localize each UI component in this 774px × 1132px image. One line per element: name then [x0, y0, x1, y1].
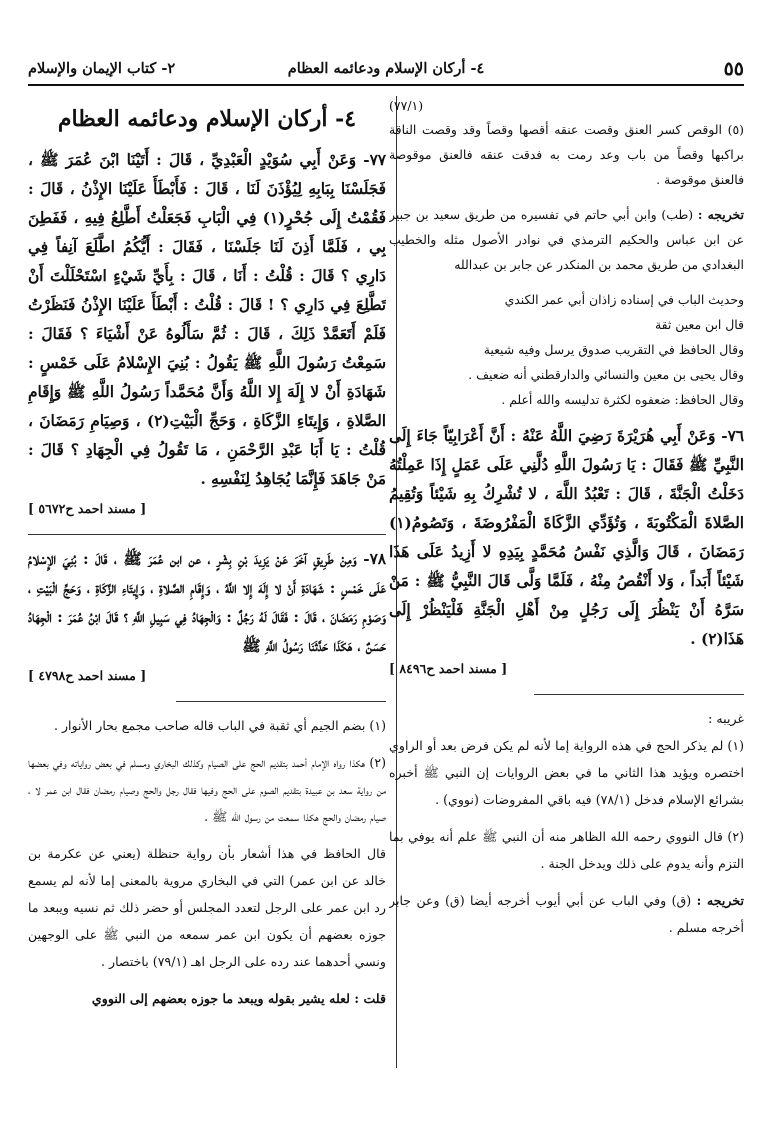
hadith-76-reference: [ مسند احمد ح٨٤٩٦ ] — [389, 661, 508, 676]
takhrij-2 — [389, 887, 744, 941]
hadith-77-reference: [ مسند احمد ح٥٦٧٢ ] — [28, 501, 147, 516]
footnote-5: (٥) الوقص كسر العنق وقصت عنقه أقصها وقصاً وقد وقصت الناقة براكبها وقصاً من باب وعد رمت به فدقت عنقه فالعنق موقوصة فالعنق موقوصة . — [389, 122, 744, 187]
note-line: قال ابن معين ثقة — [655, 317, 744, 332]
hadith-separator — [28, 534, 386, 535]
takhrij-1 — [389, 202, 744, 277]
note-4: قلت : لعله يشير بقوله ويبعد ما جوزه بعضهم إلى النووي — [91, 991, 386, 1006]
hadith-78: ٧٨- وَمِنْ طَرِيقٍ آخَرَ عَنْ يَزِيدَ بْنِ بِشْرٍ ، عن ابن عُمَرَ ﷺ ، قَالَ : بُنِيَ الإِسْلامُ عَلَى خَمْسٍ : شَهَادَةِ أَنْ لا إِلَهَ إِلا اللَّهُ ، وَإِقَامِ الصَّلاةِ ، وَإِيتَاءِ الزَّكَاةِ ، وَحَجِّ الْبَيْتِ ، وَصَوْمِ رَمَضَانَ ، قَالَ : فَقَالَ لَهُ رَجُلٌ : وَالْجِهَادُ فِي سَبِيلِ اللَّهِ ؟ قَالَ ابْنُ عُمَرَ : الْجِهَادُ حَسَنٌ ، هَكَذَا حَدَّثَنَا رَسُولُ اللَّهِ ﷺ — [28, 550, 386, 655]
left-column — [28, 98, 386, 1012]
gharib-heading: غريبه : — [708, 711, 744, 726]
note-1: (١) بضم الجيم أي ثقبة في الباب قاله صاحب مجمع بحار الأنوار . — [53, 718, 386, 733]
takhrij-label: تخريجه : — [696, 893, 744, 908]
hadith-76: ٧٦- وَعَنْ أَبِي هُرَيْرَةَ رَضِيَ اللَّهُ عَنْهُ : أَنَّ أَعْرَابِيّاً جَاءَ إِلَى النَّبِيِّ ﷺ فَقَالَ : يَا رَسُولَ اللَّهِ دُلَّنِي عَلَى عَمَلٍ إِذَا عَمِلْتُهُ دَخَلْتُ الْجَنَّةَ ، قَالَ : تَعْبُدُ اللَّهَ ، لا تُشْرِكُ بِهِ شَيْئاً وَتُقِيمُ الصَّلاةَ الْمَكْتُوبَةَ ، وَتُؤَدِّي الزَّكَاةَ الْمَفْرُوضَةَ ، وَتَصُومُ(١) رَمَضَانَ ، قَالَ وَالَّذِي نَفْسُ مُحَمَّدٍ بِيَدِهِ لا أَزِيدُ عَلَى هَذَا شَيْئاً أَبَداً ، وَلا أَنْقُصُ مِنْهُ ، فَلَمَّا وَلَّى قَالَ النَّبِيُّ ﷺ : مَنْ سَرَّهُ أَنْ يَنْظُرَ إِلَى رَجُلٍ مِنْ أَهْلِ الْجَنَّةِ فَلْيَنْظُرْ إِلَى هَذَا(٢) . — [389, 427, 744, 648]
note-3: قال الحافظ في هذا أشعار بأن رواية حنظلة (يعني عن عكرمة بن خالد عن ابن عمر) التي في البخاري مروية بالمعنى إما لأنه لم يسمع رد ابن عمر على الرجل لتعدد المجلس أو حضر ذلك ثم نسيه ويبعد ما جوزه بعضهم أن يكون ابن عمر سمعه من النبي ﷺ على الوجهين ونسي أحدهما عند رده على الرجل اهـ (٧٩/١) باختصار . — [28, 846, 386, 969]
note-line: وقال الحافظ في التقريب صدوق يرسل وفيه شيعية — [483, 342, 744, 357]
note-1: (١) لم يذكر الحج في هذه الرواية إما لأنه لم يكن فرض بعد أو الراوي اختصره ويؤيد هذا الثاني ما في بعض الروايات إن النبي ﷺ أخبره بشرائع الإسلام فدخل (٧٨/١) فيه باقي المفروضات (نووي) . — [389, 738, 744, 807]
note-line: وحديث الباب في إسناده زاذان أبي عمر الكندي — [504, 292, 744, 307]
section-title: ٤- أركان الإسلام ودعائمه العظام — [57, 106, 357, 132]
header-book-title: ٢- كتاب الإيمان والإسلام — [28, 60, 176, 77]
note-line: وقال الحافظ: ضعفوه لكثرة تدليسه والله أعلم . — [501, 392, 744, 407]
note-2: (٢) قال النووي رحمه الله الظاهر منه أن النبي ﷺ علم أنه يوفي بما التزم وأنه يدوم على ذلك ويدخل الجنة . — [389, 829, 744, 871]
footnote-reference: (٧٧/١) — [389, 98, 424, 113]
takhrij-label: تخريجه : — [697, 207, 744, 222]
note-line: وقال يحيى بن معين والنسائي والدارقطني أنه ضعيف . — [468, 367, 744, 382]
right-column — [389, 98, 744, 941]
page-number: ٥٥ — [723, 58, 744, 80]
footnote-separator — [176, 701, 386, 702]
takhrij-text: (ق) وفي الباب عن أبي أيوب أخرجه أيضا (ق) وعن جابر أخرجه مسلم . — [389, 893, 744, 935]
running-header — [28, 58, 744, 86]
takhrij-text: (طب) وابن أبي حاتم في تفسيره من طريق سعيد بن جبير عن ابن عباس والحكيم الترمذي في نوادر الأصول مثله والخطيب البغدادي من طريق محمد بن المنكدر عن جابر بن عبدالله — [389, 207, 744, 272]
note-2: (٢) هكذا رواه الإمام أحمد بتقديم الحج على الصيام وكذلك البخاري ومسلم في بعض رواياته وفي بعضها من رواية سعد بن عبيدة بتقديم الصوم على الحج وفيها فقال رجل والحج وصيام رمضان فقال ابن عمر لا ، صيام رمضان والحج هكذا سمعت من رسول الله ﷺ . — [28, 755, 386, 824]
header-section-title: ٤- أركان الإسلام ودعائمه العظام — [287, 60, 485, 77]
hadith-77: ٧٧- وَعَنْ أَبِي سُوَيْدٍ الْعَبْدِيِّ ، قَالَ : أَتَيْنَا ابْنَ عُمَرَ ﷺ ، فَجَلَسْنَا بِبَابِهِ لِيُؤْذَنَ لَنَا ، قَالَ : فَأَبْطَأَ عَلَيْنَا الإِذْنُ ، قَالَ : فَقُمْتُ إِلَى جُحْرٍ(١) فِي الْبَابِ فَجَعَلْتُ أَطَّلِعُ فِيهِ ، فَفَطِنَ بِي ، فَلَمَّا أَذِنَ لَنَا جَلَسْنَا ، فَقَالَ : أَيُّكُمُ اطَّلَعَ آنِفاً فِي دَارِي ؟ قَالَ : قُلْتُ : أَنَا ، قَالَ : بِأَيِّ شَيْءٍ اسْتَحْلَلْتَ أَنْ تَطَّلِعَ فِي دَارِي ؟ ! قَالَ : قُلْتُ : أَبْطَأَ عَلَيْنَا الإِذْنُ فَنَظَرْتُ فَلَمْ أَتَعَمَّدْ ذَلِكَ ، قَالَ : ثُمَّ سَأَلُوهُ عَنْ أَشْيَاءَ ؟ فَقَالَ : سَمِعْتُ رَسُولَ اللَّهِ ﷺ يَقُولُ : بُنِيَ الإِسْلامُ عَلَى خَمْسٍ : شَهَادَةِ أَنْ لا إِلَهَ إِلا اللَّهُ وَأَنَّ مُحَمَّداً رَسُولُ اللَّهِ ﷺ وَإِقَامِ الصَّلاةِ ، وَإِيتَاءِ الزَّكَاةِ ، وَحَجِّ الْبَيْتِ(٢) ، وَصِيَامِ رَمَضَانَ ، قُلْتُ : يَا أَبَا عَبْدِ الرَّحْمَنِ ، مَا تَقُولُ فِي الْجِهَادِ ؟ قَالَ : مَنْ جَاهَدَ فَإِنَّمَا يُجَاهِدُ لِنَفْسِهِ . — [28, 151, 386, 488]
hadith-78-reference: [ مسند احمد ح٤٧٩٨ ] — [28, 668, 147, 683]
footnote-separator — [534, 694, 744, 695]
